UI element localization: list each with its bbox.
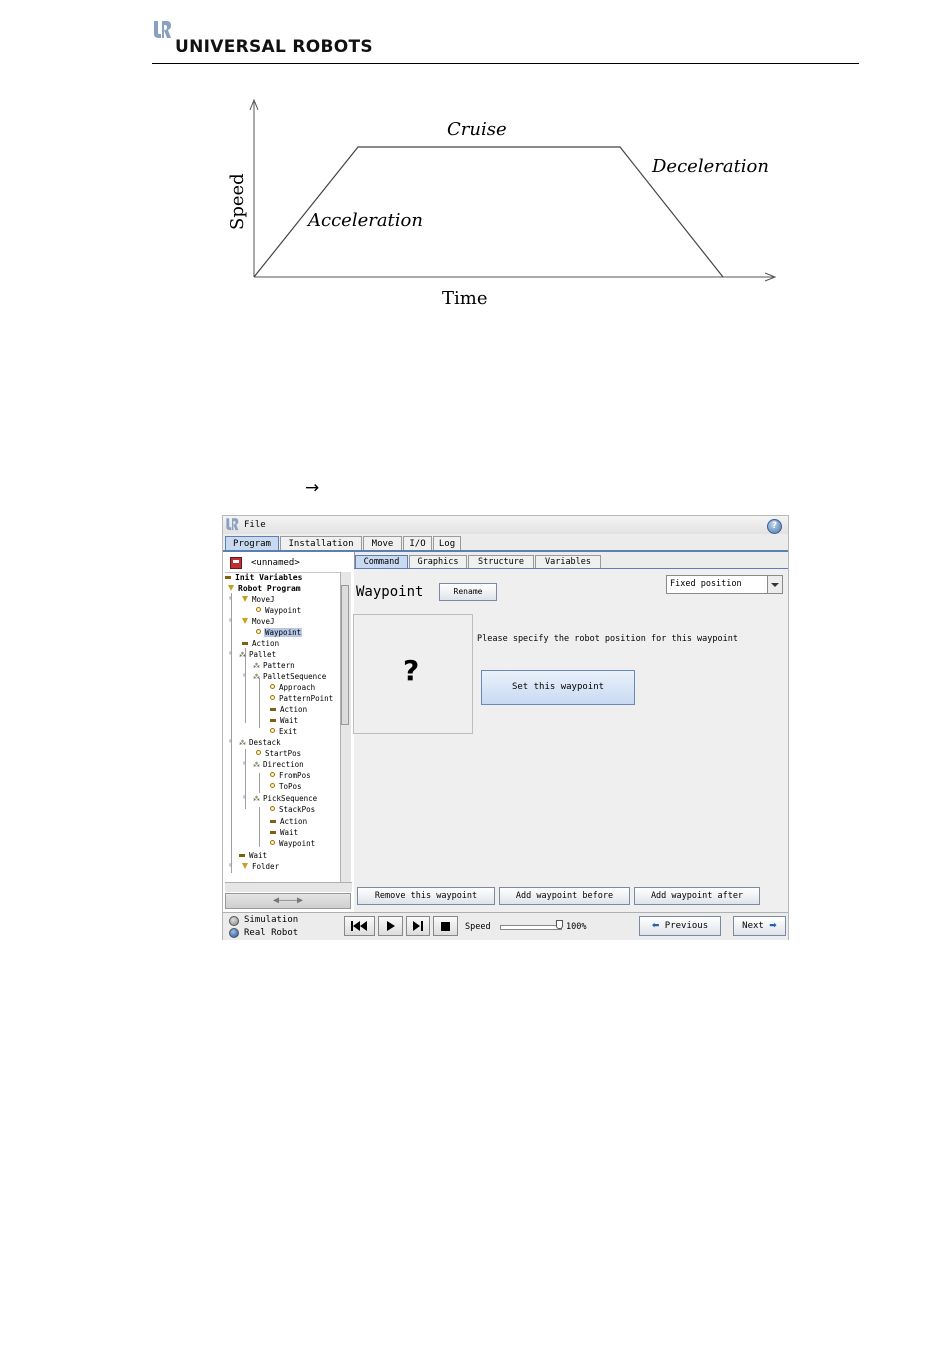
waypoint-icon <box>270 684 275 689</box>
speed-slider[interactable] <box>500 925 562 930</box>
expand-pin-icon[interactable]: ᵍ <box>228 738 233 746</box>
command-icon <box>270 708 276 711</box>
tree-item[interactable]: Exit <box>270 727 298 737</box>
remove-waypoint-button[interactable]: Remove this waypoint <box>357 887 495 905</box>
position-mode-select[interactable] <box>666 575 783 594</box>
waypoint-icon <box>270 783 275 788</box>
command-icon <box>270 831 276 834</box>
y-axis-label: Speed <box>227 173 248 230</box>
x-axis-label: Time <box>442 288 488 309</box>
play-button[interactable] <box>378 916 403 936</box>
tree-item[interactable]: ⁂ Destack <box>239 738 281 747</box>
command-icon <box>239 854 245 857</box>
waypoint-icon <box>270 695 275 700</box>
waypoint-icon <box>270 840 275 845</box>
pattern-icon: ⁂ <box>239 739 246 747</box>
tree-item[interactable]: PatternPoint <box>270 694 334 704</box>
tree-item[interactable]: Waypoint <box>270 839 316 849</box>
tree-item[interactable]: ⁂ Pattern <box>253 661 295 670</box>
step-button[interactable] <box>406 916 430 936</box>
tree-item[interactable]: Approach <box>270 683 316 693</box>
file-menu[interactable]: File <box>244 520 266 530</box>
command-icon <box>270 820 276 823</box>
tree-item[interactable]: Action <box>270 817 308 827</box>
tab-log[interactable]: Log <box>433 536 461 550</box>
tree-item[interactable]: ToPos <box>270 782 303 792</box>
expand-pin-icon[interactable]: ᵍ <box>228 650 233 658</box>
tree-connector <box>231 593 232 873</box>
waypoint-icon <box>256 750 261 755</box>
waypoint-icon <box>270 806 275 811</box>
tree-connector <box>259 807 260 847</box>
program-name: <unnamed> <box>251 558 300 568</box>
speed-label: Speed <box>465 922 491 932</box>
folder-triangle-icon <box>242 596 248 602</box>
tree-item[interactable]: MoveJ <box>242 617 276 627</box>
tab-installation[interactable]: Installation <box>280 536 362 550</box>
header-divider <box>152 63 859 64</box>
arrow-left-icon: ⬅ <box>651 921 660 931</box>
tree-item[interactable]: Wait <box>270 828 299 838</box>
command-icon <box>270 719 276 722</box>
pattern-icon: ⁂ <box>253 795 260 803</box>
stop-icon <box>434 917 457 935</box>
speed-value: 100% <box>566 922 587 932</box>
save-icon[interactable] <box>230 557 242 569</box>
expand-pin-icon[interactable]: ᵍ <box>228 862 233 870</box>
folder-triangle-icon <box>242 863 248 869</box>
play-icon <box>379 917 402 935</box>
arrow-right-icon: ➡ <box>769 921 777 931</box>
tree-item[interactable]: ⁂ PickSequence <box>253 794 318 803</box>
tree-item[interactable]: MoveJ <box>242 595 276 605</box>
tree-item[interactable]: ⁂ PalletSequence <box>253 672 327 681</box>
expand-pin-icon[interactable]: ᵍ <box>242 760 247 768</box>
add-waypoint-after-button[interactable]: Add waypoint after <box>634 887 760 905</box>
folder-triangle-icon <box>242 618 248 624</box>
program-tree-panel <box>223 552 355 912</box>
tree-item[interactable]: Action <box>242 639 280 649</box>
tree-item[interactable]: StartPos <box>256 749 302 759</box>
pattern-icon: ⁂ <box>253 673 260 681</box>
tree-connector <box>259 678 260 728</box>
tree-item[interactable]: Wait <box>270 716 299 726</box>
rewind-icon <box>345 917 374 935</box>
menu-bar <box>223 516 788 534</box>
tab-variables[interactable]: Variables <box>535 555 601 568</box>
tree-item[interactable]: Folder <box>242 862 280 872</box>
tree-item[interactable]: Wait <box>239 851 268 861</box>
expand-pin-icon[interactable]: ᵍ <box>242 672 247 680</box>
pattern-icon: ⁂ <box>253 761 260 769</box>
rewind-button[interactable] <box>344 916 375 936</box>
real-robot-label: Real Robot <box>244 928 299 938</box>
add-waypoint-before-button[interactable]: Add waypoint before <box>499 887 630 905</box>
tree-item[interactable]: ⁂ Pallet <box>239 650 277 659</box>
next-label: Next <box>742 921 764 931</box>
expand-pin-icon[interactable]: ᵍ <box>242 794 247 802</box>
tree-item[interactable]: Action <box>270 705 308 715</box>
waypoint-icon <box>256 607 261 612</box>
program-tree <box>225 572 351 883</box>
ur-logo-icon <box>152 20 172 40</box>
rename-button[interactable]: Rename <box>439 583 497 601</box>
set-waypoint-button[interactable]: Set this waypoint <box>481 670 635 705</box>
previous-button[interactable] <box>639 916 721 936</box>
phase-label-cruise: Cruise <box>447 119 507 140</box>
help-icon[interactable]: ? <box>767 519 782 534</box>
command-title: Waypoint <box>356 584 424 600</box>
command-icon <box>225 576 231 579</box>
tab-command[interactable]: Command <box>355 555 408 568</box>
phase-label-acceleration: Acceleration <box>308 210 423 231</box>
phase-label-deceleration: Deceleration <box>652 156 769 177</box>
expand-pin-icon[interactable]: ᵍ <box>228 595 233 603</box>
real-robot-radio[interactable] <box>229 928 239 938</box>
tree-item[interactable]: Init Variables <box>225 573 303 583</box>
pattern-icon: ⁂ <box>239 651 246 659</box>
speed-slider-thumb[interactable] <box>556 920 563 929</box>
stop-button[interactable] <box>433 916 458 936</box>
simulation-label: Simulation <box>244 915 299 925</box>
brand-name: UNIVERSAL ROBOTS <box>175 37 373 57</box>
tab-io[interactable]: I/O <box>403 536 432 550</box>
run-control-bar <box>223 912 788 940</box>
expand-pin-icon[interactable]: ᵍ <box>228 617 233 625</box>
simulation-radio[interactable] <box>229 916 239 926</box>
tab-graphics[interactable]: Graphics <box>409 555 467 568</box>
question-mark-icon: ? <box>403 654 420 687</box>
waypoint-icon <box>256 629 261 634</box>
waypoint-icon <box>270 772 275 777</box>
next-button[interactable] <box>733 916 786 936</box>
position-mode-value: Fixed position <box>670 579 742 589</box>
tree-connector <box>259 773 260 793</box>
chevron-down-icon[interactable] <box>767 576 782 593</box>
previous-label: Previous <box>664 921 709 931</box>
waypoint-icon <box>270 728 275 733</box>
robot-program-window <box>222 515 789 940</box>
move-node-arrows-button[interactable]: ◀‒‒‒▶ <box>225 893 351 909</box>
folder-triangle-icon <box>228 585 234 591</box>
instruction-text: Please specify the robot position for this waypoint <box>477 634 738 644</box>
tree-item-selected[interactable]: Waypoint <box>256 628 302 638</box>
command-icon <box>242 642 248 645</box>
speed-profile-diagram <box>215 90 795 320</box>
tree-item[interactable]: ⁂ Direction <box>253 760 304 769</box>
step-icon <box>407 917 429 935</box>
tree-item[interactable]: FromPos <box>270 771 312 781</box>
tree-item[interactable]: Waypoint <box>256 606 302 616</box>
tab-move[interactable]: Move <box>363 536 402 550</box>
tree-item[interactable]: StackPos <box>270 805 316 815</box>
ur-logo-icon <box>225 517 239 532</box>
tab-structure[interactable]: Structure <box>468 555 534 568</box>
tree-scroll-thumb[interactable] <box>341 585 349 725</box>
menu-path-arrow: → <box>305 478 320 498</box>
tree-horizontal-scrollbar[interactable] <box>225 882 352 892</box>
tab-program[interactable]: Program <box>225 536 279 550</box>
pattern-icon: ⁂ <box>253 662 260 670</box>
tree-item[interactable]: Robot Program <box>228 584 302 594</box>
